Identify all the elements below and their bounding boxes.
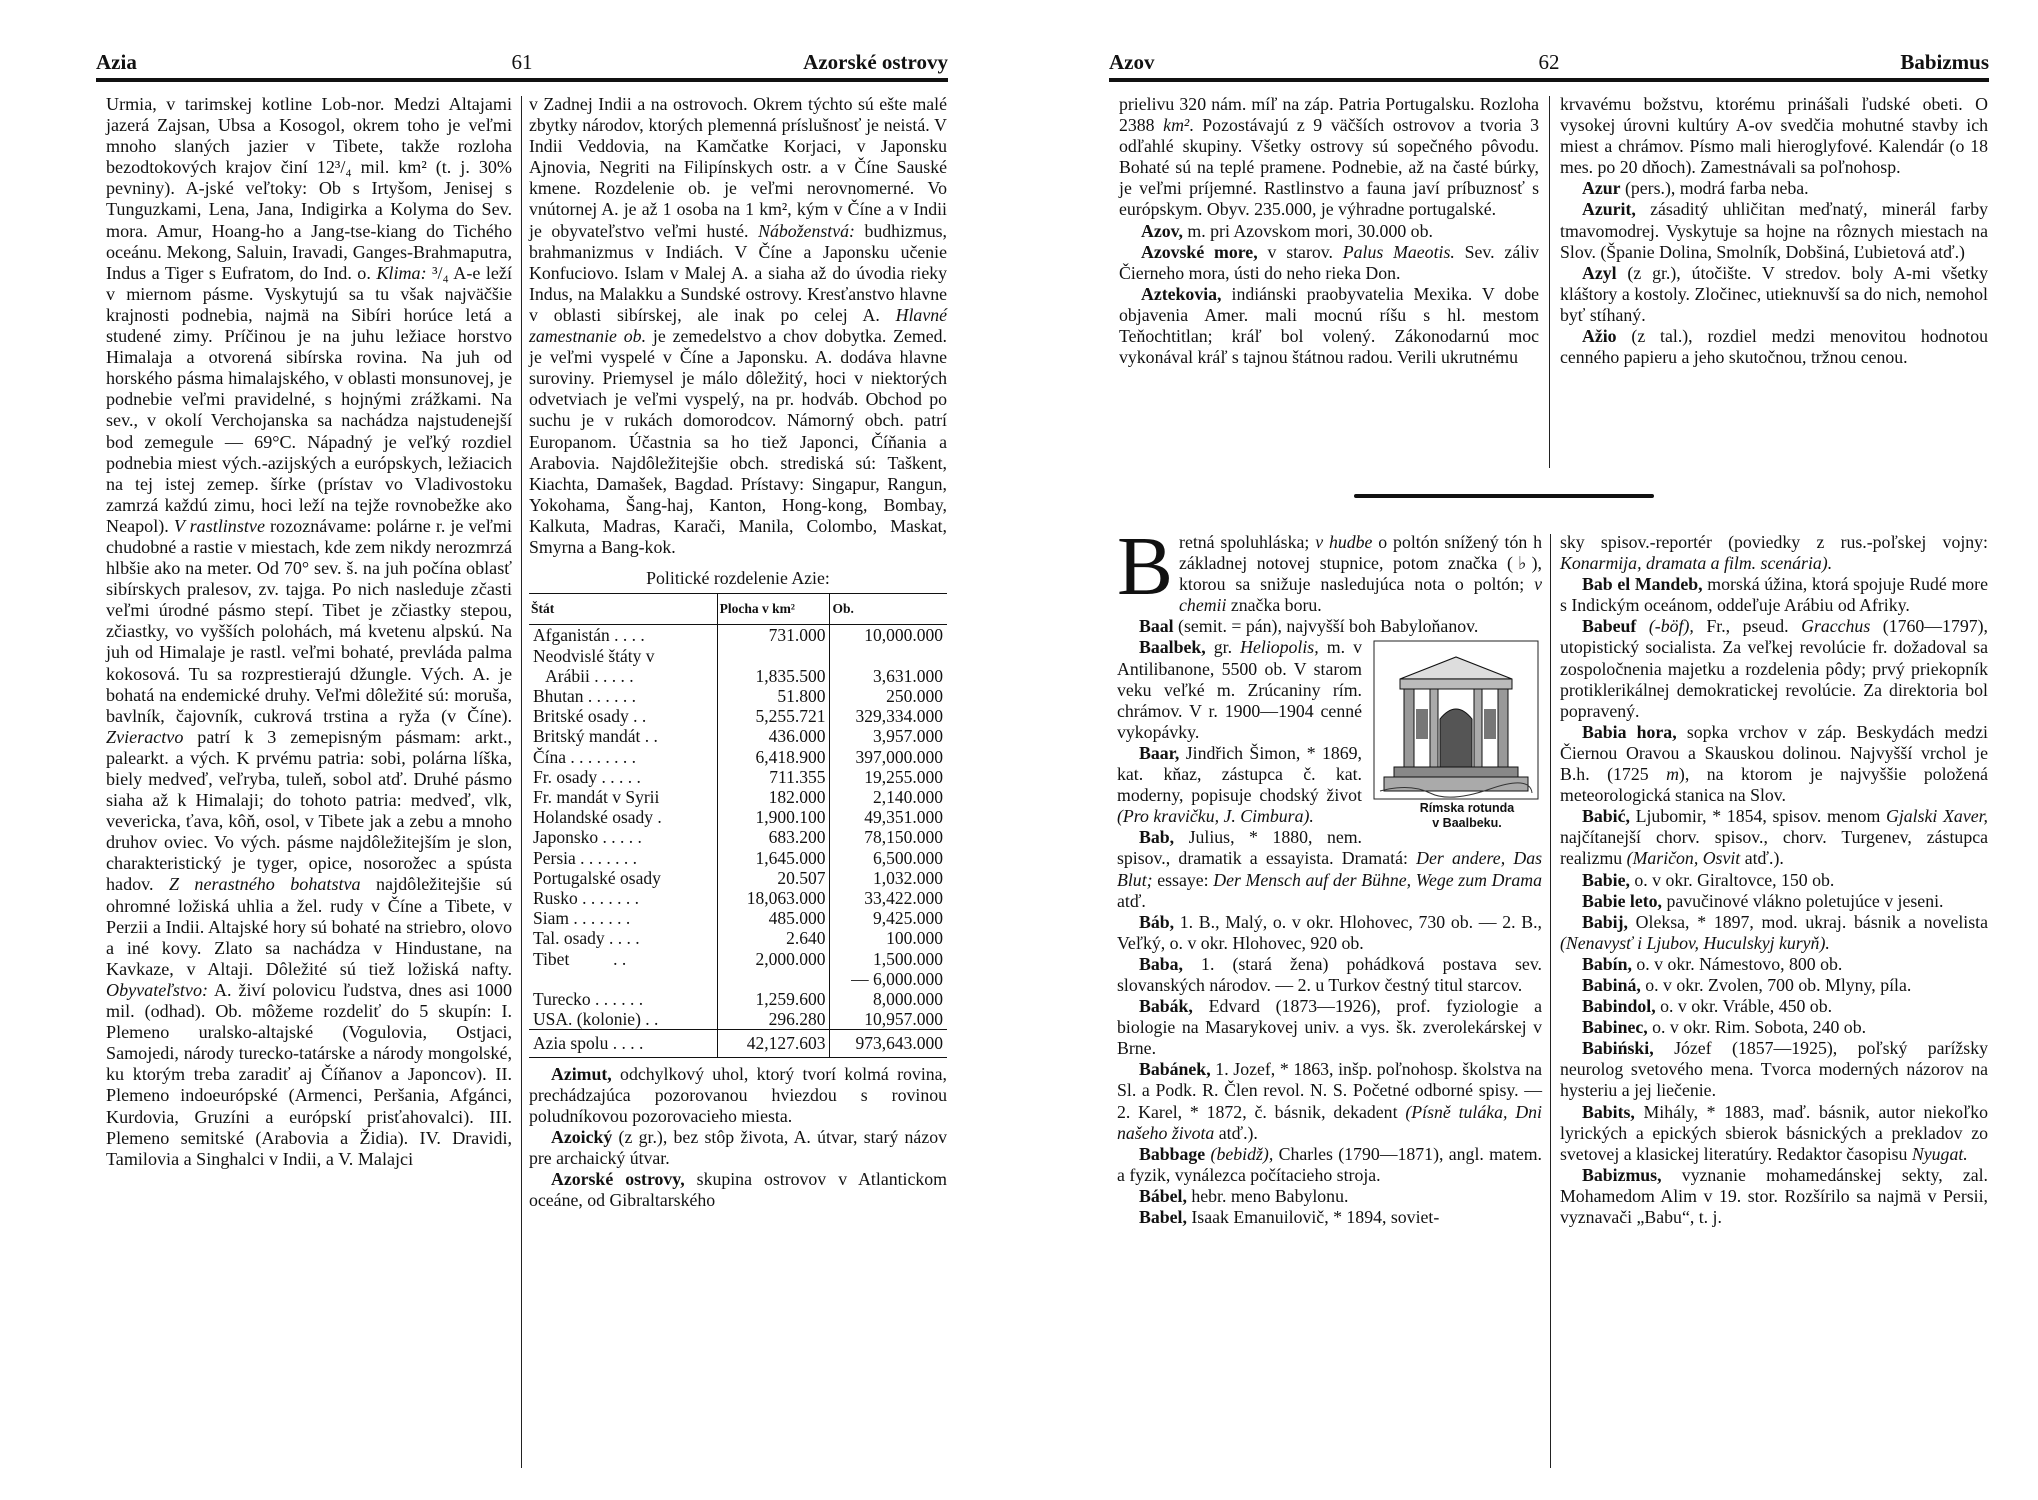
entry-paragraph	[1560, 806, 1988, 869]
header-entry-start: Azov	[1109, 50, 1155, 74]
table-cell-population	[830, 646, 947, 666]
page-number: 62	[1538, 50, 1560, 74]
table-cell-state: Britské osady . .	[533, 706, 647, 727]
entry-headword: Babeuf	[1582, 616, 1637, 637]
table-cell-area: 711.355	[717, 767, 830, 787]
italic-text: Gjalski Xaver,	[1886, 806, 1988, 827]
right-top-column-1	[1119, 94, 1539, 368]
entry-headword: Baalbek,	[1139, 637, 1206, 658]
italic-text: Gracchus	[1801, 616, 1871, 637]
entry-paragraph	[1560, 1038, 1988, 1101]
table-row	[529, 706, 947, 726]
table-row	[529, 989, 947, 1009]
text-run: Sev. záliv Čierneho mora, ústi do neho rieka Don.	[1119, 241, 1539, 283]
text-run: (semit. = pán), najvyšší boh Babyloňanov.	[1173, 616, 1479, 637]
text-run: (z tal.), rozdiel medzi menovitou hodnotou cenného papieru a jeho skutočnou, tržnou cenou.	[1560, 326, 1988, 368]
table-row	[529, 686, 947, 706]
text-run	[1636, 616, 1649, 636]
entry-paragraph	[1117, 954, 1542, 996]
text-run: Julius, * 1880, nem. spisov., dramatik a essayista. Dramatá:	[1117, 827, 1417, 869]
left-page	[0, 0, 1000, 1500]
table-cell-state: Rusko . . . . . . .	[533, 888, 639, 908]
table-cell-area: 1,259.600	[717, 989, 830, 1009]
italic-text: Náboženstvá:	[758, 220, 855, 241]
entry-paragraph	[1117, 616, 1542, 637]
right-bottom-column-2	[1560, 532, 1988, 1228]
table-cell-population: 10,000.000	[830, 625, 947, 646]
left-column-2	[529, 94, 947, 1211]
table-cell-area: 2,000.000	[717, 949, 830, 969]
page-number: 61	[511, 50, 533, 74]
text-run: sky spisov.-reportér (poviedky z rus.-poľskej vojny:	[1560, 532, 1988, 552]
table-cell-area: 5,255.721	[717, 706, 830, 726]
table-row	[529, 646, 947, 666]
text-run: je zemedelstvo a chov dobytka. Zemed. je veľmi vyspelé v Číne a Japonsku. A. dodáva hlavne suroviny. Priemysel je málo dôležitý, hoci v niektorých odvetviach je veľmi vyspelý, na pr. hodváb. Obchod po suchu je v rukách domorodcov. Námorný obch. patrí Europanom. Účastnia sa ho tiež Japonci, Číňania a Arabovia. Najdôležitejšie obch. strediská sú: Taškent, Kiachta, Damašek, Bagdad. Prístavy: Singapur, Rangun, Yokohama, Šang-haj, Kanton, Hong-kong, Bombay, Kalkuta, Madras, Karači, Manila, Colombo, Maskat, Smyrna a Bang-kok.	[529, 326, 947, 557]
table-cell-area: 2.640	[717, 928, 830, 948]
right-bottom-column-1	[1117, 520, 1543, 1228]
entry-paragraph	[1117, 1059, 1542, 1143]
entry-paragraph	[1117, 1144, 1542, 1186]
header-rule	[96, 78, 948, 82]
table-row	[529, 848, 947, 868]
table-caption: Politické rozdelenie Azie:	[646, 568, 830, 589]
text-run: (z gr.), bez stôp života, A. útvar, starý názov pre archaický útvar.	[529, 1126, 947, 1168]
text-run: Urmia, v tarimskej kotline Lob-nor. Medzi Altajami jazerá Zajsan, Ubsa a Kosogol, okrem toho je veľmi mnoho slaných jazier v Tibete, takže rozloha bezodtokových krajov činí 12³/₄ mil. km² (t. j. 30% pevniny). A-jské veľtoky: Ob s Irtyšom, Jenisej s Tunguzkami, Lena, Jana, Indigirka a Kolyma do Sev. mora. Amur, Hoang-ho a Jang-tse-kiang do Tichého oceánu. Mekong, Saluin, Iravadi, Ganges-Brahmaputra, Indus a Tiger s Eufratom, do Ind. o.	[106, 94, 512, 283]
entry-paragraph	[529, 1169, 947, 1211]
text-run: patrí k 3 zemepisným pásmam: arkt., palearkt. a vých. K prvému patria: sobi, polárna líška, biely medveď, veľryba, tuleň, sobol atď. Druhé pásmo siaha až k Himalaji; do tohoto patria: medveď, vlk, vevericka, ťava, kôň, osol, v Tibete jak a zebu a mnoho druhov oviec. Vo vých. pásme najdôležitejším je slon, charakteristický je tyger, opice, nosorožec a spústa hadov.	[106, 726, 512, 895]
entry-paragraph	[1560, 1165, 1988, 1228]
table-cell-population: 10,957.000	[830, 1009, 947, 1030]
text-run: o. v okr. Vráble, 450 ob.	[1655, 996, 1833, 1017]
text-run: o. v okr. Rim. Sobota, 240 ob.	[1647, 1017, 1867, 1038]
entry-headword: Babánek,	[1139, 1059, 1211, 1080]
entry-paragraph	[1117, 827, 1542, 911]
left-column-1	[106, 94, 512, 1170]
table-row	[529, 666, 947, 686]
entry-headword: Babić,	[1582, 806, 1630, 827]
right-page	[1019, 0, 2038, 1500]
table-cell-area: 182.000	[717, 787, 830, 807]
text-run: pavučinové vlákno poletujúce v jeseni.	[1662, 890, 1944, 911]
entry-paragraph	[1560, 954, 1988, 975]
text-run: ³/₄ A-e leží v miernom pásme. Vyskytujú sa tu však najväčšie krajnosti podnebia, najmä na Sibíri horúce letá a studené zimy. Príčinou je na juhu ležiace horstvo Himalaja a otvorená sibírska rovina. Na juh od horského pásma himalajského, v oblasti monsunovej, je podnebie veľmi pravidelné, s hojnými zrážkami. Na sev., v okolí Verchojanska sa nachádza najstudenejší bod zemegule — 69°C. Nápadný je veľký rozdiel podnebia miest vých.-azijských a európskych, ležiacich na tej istej zemep. šírke (prístav vo Vladivostoku zamrzá každú zimu, hoci leží na tejže rovnobežke ako Neapol).	[106, 262, 512, 536]
text-run: atď.	[1117, 890, 1146, 911]
entry-headword: Babindol,	[1582, 996, 1656, 1017]
entry-headword: Bab,	[1139, 827, 1175, 848]
text-run: Fr., pseud.	[1693, 616, 1802, 637]
table-cell-area	[717, 969, 830, 989]
table-cell-population: 1,500.000	[830, 949, 947, 969]
header-entry-end: Babizmus	[1900, 50, 1989, 74]
rotunda-figure	[1370, 639, 1542, 831]
table-cell-state: Čína . . . . . . . .	[533, 746, 637, 767]
text-run: . Pozostávajú z 9 väčších ostrovov a tvoria 3 odľahlé skupiny. Všetky ostrovy sú sopečného pôvodu. Bohaté sú na teplé pramene. Podnebie, až na časté búrky, je veľmi príjemné. Rastlinstvo a fauna javí príbuznosť s európskym. Obyv. 235.000, je výhradne portugalské.	[1119, 115, 1540, 220]
text-run: essaye:	[1152, 869, 1214, 890]
text-run: v starov.	[1257, 241, 1343, 262]
text-run: m. v Antilibanone, 5500 ob. V starom veku veľké m. Zrúcaniny rím. chrámov. V r. 1900—1904 cenné vykopávky.	[1117, 637, 1362, 742]
text-run: Charles (1790—1871), angl. matem. a fyzik, vynálezca počítacieho stroja.	[1117, 1143, 1542, 1185]
table-row	[529, 827, 947, 847]
text-run: rozoznávame: polárne r. je veľmi chudobné a rastie v miestach, kde zem nikdy nerozmrzá hlbšie ako na meter. Od 70° sev. š. na juh počína oblasť sibírskych pralesov, zv. tajga. Po nich nasleduje zčasti veľmi úrodné pásmo stepí. Tibet je zčiastky stepou, zčiastky, vo vyšších polohách, má kvetenu alpskú. Na juh od Himalaje je rastl. veľmi bohaté, prevláda palma kokosová. Tu sa rozprestierajú džungle. Vých. A. je bohatá na endemické druhy. Veľmi dôležité sú: moruša, bavlník, čajovník, cukrová trstina a ryža (v Číne).	[106, 515, 513, 726]
entry-headword: Babín,	[1582, 953, 1632, 974]
table-cell-area	[717, 646, 830, 666]
entry-headword: Baba,	[1139, 953, 1183, 974]
entry-paragraph	[1117, 1186, 1542, 1207]
text-run: značka boru.	[1226, 595, 1322, 616]
drop-cap-letter: B	[1117, 520, 1174, 613]
entry-headword: Aztekovia,	[1141, 283, 1222, 304]
text-run: o. v okr. Námestovo, 800 ob.	[1631, 953, 1843, 974]
entry-headword: Azurit,	[1582, 199, 1636, 220]
entry-headword: Babij,	[1582, 911, 1628, 932]
italic-text: Konarmija, dramata a film. scenária).	[1560, 553, 1833, 574]
text-run: atď.).	[1214, 1122, 1258, 1143]
entries-block	[529, 1064, 947, 1212]
text-run: 1. B., Malý, o. v okr. Hlohovec, 730 ob. — 2. B., Veľký, o. v okr. Hlohovec, 920 ob.	[1117, 911, 1542, 953]
entry-headword: Azov,	[1141, 220, 1183, 241]
entry-paragraph	[1560, 178, 1988, 199]
entry-headword: Azimut,	[551, 1063, 612, 1084]
text-run: Edvard (1873—1926), prof. fyziologie a biologie na Masarykovej univ. a vys. šk. zverolekárskej v Brne.	[1117, 996, 1542, 1059]
table-cell-state: Portugalské osady	[533, 867, 661, 888]
text-run: sopka vrchov v záp. Beskydách medzi Čiernou Oravou a Skauskou dolinou. Najvyšší vrchol je B.h. (1725	[1560, 721, 1988, 785]
italic-text: (Nenavysť i Ljubov, Huculskyj kuryň).	[1560, 932, 1830, 953]
table-total-row	[529, 1030, 947, 1057]
text-run: skupina ostrovov v Atlantickom oceáne, od Gibraltarského	[529, 1169, 947, 1211]
italic-text: (Pro kravičku, J. Cimbura).	[1117, 806, 1314, 827]
entry-paragraph	[1560, 94, 1988, 178]
table-cell-population: 250.000	[830, 686, 947, 706]
text-run: retná spoluhláska;	[1179, 532, 1316, 552]
table-cell-state: Siam . . . . . . .	[533, 908, 631, 929]
text-run: o poltón snížený tón h základnej notovej stupnice, potom značka (♭), ktorou sa snižuje nasledujúca nota o poltón;	[1179, 532, 1543, 595]
table-row	[529, 726, 947, 746]
table-header-state: Štát	[529, 594, 717, 625]
asia-article-text	[106, 94, 512, 1170]
text-run: indiánski praobyvatelia Mexika. V dobe objavenia Amer. mali mocnú ríšu s hl. mestom Teňochtitlan; kráľ bol volený. Zákonodarnú moc vykonával kráľ s tajnou štátnou radou. Verili ukrutnému	[1119, 283, 1539, 368]
text-run: najčítanejší chorv. spisov., chorv. Turgenev, zástupca realizmu	[1560, 827, 1988, 869]
entry-headword: Azyl	[1582, 262, 1617, 283]
text-run: najdôležitejšie sú ohromné ložiská uhlia a žel. rudy v Číne a Tibete, v Perzii a Indii. Altajské hory sú bohaté na striebro, olovo a iné kovy. Zlato sa nachádza v Hindustane, na Kavkaze, v Altaji. Dôležité sú tiež ložiská nafty.	[106, 874, 512, 979]
table-cell-area: 485.000	[717, 908, 830, 928]
text-run: 1. (stará žena) pohádková postava sev. slovanských národov. — 2. u Turkov čestný titul starcov.	[1117, 953, 1542, 995]
table-row	[529, 807, 947, 827]
table-header-population: Ob.	[830, 594, 947, 625]
table-cell-state: Britský mandát . .	[533, 726, 658, 747]
table-cell-population: 33,422.000	[830, 888, 947, 908]
italic-text: Palus Maeotis.	[1342, 241, 1455, 262]
table-cell-state: Afganistán . . . .	[533, 625, 645, 646]
entry-headword: Baar,	[1139, 742, 1180, 763]
entry-paragraph	[1560, 912, 1988, 954]
table-cell-population: 2,140.000	[830, 787, 947, 807]
italic-text: Z nerastného bohatstva	[168, 874, 361, 895]
table-total-population: 973,643.000	[830, 1030, 947, 1057]
text-run: vyznanie mohamedánskej sekty, zal. Mohamedom Alim v 19. stor. Rozšírilo sa najmä v Persii, vyznavači „Babu“, t. j.	[1560, 1164, 1988, 1227]
text-run: o. v okr. Giraltovce, 150 ob.	[1629, 869, 1835, 890]
right-page-header	[1109, 50, 1989, 78]
entry-headword: Azoický	[551, 1126, 613, 1147]
text-run: zásaditý uhličitan meďnatý, minerál farby tmavomodrej. Vyskytuje sa hojne na rôznych miestach na Slov. (Španie Dolina, Smolník, Dobšiná, Ľubietová atď.)	[1560, 199, 1988, 262]
text-run: m. pri Azovskom mori, 30.000 ob.	[1182, 220, 1433, 241]
table-cell-area: 436.000	[717, 726, 830, 746]
table-cell-population: — 6,000.000	[830, 969, 947, 989]
table-cell-population: 1,032.000	[830, 868, 947, 888]
table-cell-state: Holandské osady .	[533, 807, 662, 828]
table-row	[529, 868, 947, 888]
table-cell-population: 329,334.000	[830, 706, 947, 726]
header-rule	[1109, 78, 1989, 82]
table-cell-population: 6,500.000	[830, 848, 947, 868]
table-row	[529, 787, 947, 807]
table-cell-state: Neodvislé štáty v	[533, 645, 655, 666]
table-cell-population: 49,351.000	[830, 807, 947, 827]
text-run: 1. Jozef, * 1863, inšp. poľnohosp. školstva na Sl. a Podk. R. Člen revol. N. S. Početné odborné spisy. — 2. Karel, * 1872, č. básnik, dekadent	[1117, 1059, 1542, 1122]
table-cell-state: Tibet . .	[533, 948, 627, 969]
text-run: hebr. meno Babylonu.	[1186, 1185, 1349, 1206]
entry-headword: Babinec,	[1582, 1017, 1648, 1038]
table-row	[529, 888, 947, 908]
entry-paragraph	[1117, 912, 1542, 954]
entry-headword: Azovské more,	[1141, 241, 1258, 262]
entry-paragraph	[1117, 1207, 1542, 1228]
column-divider	[521, 96, 522, 1468]
table-header-area: Plocha v km²	[717, 594, 830, 625]
table-cell-population: 9,425.000	[830, 908, 947, 928]
entry-headword: Babia hora,	[1582, 721, 1677, 742]
table-cell-state: Bhutan . . . . . .	[533, 685, 637, 706]
table-cell-area: 683.200	[717, 827, 830, 847]
table-total-label: Azia spolu . . . .	[529, 1030, 717, 1057]
political-division-table	[529, 593, 947, 1057]
entry-headword: Babie leto,	[1582, 890, 1663, 911]
right-top-column-2	[1560, 94, 1988, 368]
table-cell-population: 3,631.000	[830, 666, 947, 686]
table-cell-state: USA. (kolonie) . .	[533, 1009, 659, 1030]
entry-paragraph	[1117, 996, 1542, 1059]
text-run: Józef (1857—1925), poľský parížsky neurolog svetového mena. Tvorca moderných názorov na hysteriu a jej liečenie.	[1560, 1038, 1988, 1101]
entry-paragraph	[1119, 221, 1539, 242]
text-run: v Zadnej Indii a na ostrovoch. Okrem týchto sú ešte malé zbytky národov, ktorých plemenná príslušnosť je neistá. V Indii Veddovia, na Kamčatke Korjaci, v Japonsku Ajnovia, Negriti na Filipínskych ostr. a v Číne Sauské kmene. Rozdelenie ob. je veľmi nerovnomerné. Vo vnútornej A. je až 1 osoba na 1 km², kým v Číne a v Indii je obyvateľstvo veľmi husté.	[529, 94, 947, 241]
entry-headword: Báb,	[1139, 911, 1175, 932]
italic-text: v hudbe	[1315, 532, 1373, 552]
entry-paragraph	[1119, 242, 1539, 284]
table-cell-area: 731.000	[717, 625, 830, 646]
text-run: A. živí polovicu ľudstva, dnes asi 1000 mil. (odhad). Ob. môžeme rozdeliť do 5 skupín: I. Plemeno uralsko-altajské (Vogulovia, Ostjaci, Samojedi, národy turecko-tatárske a národy mongolské, ku ktorým treba zaradiť aj Číňanov a Japoncov). II. Plemeno indoeurópské (Armenci, Peršania, Afgánci, Kurdovia, Gruzíni a európskí prisťahovalci). III. Plemeno semitské (Arabovia a Židia). IV. Dravidi, Tamilovia a Singhalci v Indii, a V. Malajci	[106, 979, 512, 1169]
entry-paragraph	[1560, 1017, 1988, 1038]
entry-paragraph	[1560, 870, 1988, 891]
entry-paragraph	[1560, 616, 1988, 721]
table-cell-area: 296.280	[717, 1009, 830, 1030]
entries-block	[1117, 616, 1542, 1228]
entry-paragraph	[1560, 532, 1988, 574]
table-cell-state: Arábii . . . . .	[533, 665, 634, 686]
table-cell-state: Japonsko . . . . .	[533, 827, 642, 848]
table-cell-state: Tal. osady . . . .	[533, 928, 640, 949]
letter-b-intro	[1117, 520, 1543, 616]
text-run: krvavému božstvu, ktorému prinášali ľudské obeti. O vysokej úrovni kultúry A-ov svedčia mohutné stavby ich miest a chrámov. Písmo mali hieroglyfové. Kalendár (o 18 mes. po 20 dňoch). Zamestnávali sa poľnohosp.	[1560, 94, 1988, 178]
entry-headword: Babák,	[1139, 996, 1193, 1017]
entry-headword: Ažio	[1582, 326, 1617, 347]
text-run: budhizmus, brahmanizmus v Indiách. V Číne a Japonsku učenie Konfuciovo. Islam v Malej A. a siaha až do úvodia rieky Indus, na Malakku a Sundské ostrovy. Kresťanstvo hlavne v oblasti sibírskej, ale inak po celej A.	[529, 220, 947, 325]
entry-headword: Azur	[1582, 178, 1621, 199]
figure-caption: Rímska rotunda	[1419, 801, 1515, 816]
table-cell-population: 100.000	[830, 928, 947, 948]
text-run: o. v okr. Zvolen, 700 ob. Mlyny, píla.	[1640, 974, 1912, 995]
entry-paragraph	[1560, 891, 1988, 912]
italic-text: V rastlinstve	[173, 515, 265, 536]
text-run: (z gr.), útočište. V stredov. boly A-mi všetky kláštory a kostoly. Zločinec, utieknuvší sa do nich, nemohol byť stíhaný.	[1560, 262, 1988, 325]
text-run: Ljubomir, * 1854, spisov. menom	[1629, 806, 1886, 827]
italic-text: Obyvateľstvo:	[106, 979, 209, 1000]
text-run: morská úžina, ktorá spojuje Rudé more s Indickým oceánom, oddeľuje Arábiu od Afriky.	[1560, 574, 1988, 616]
entry-headword: Babie,	[1582, 869, 1630, 890]
entry-headword: Babiná,	[1582, 974, 1641, 995]
entry-paragraph	[1560, 722, 1988, 806]
table-row	[529, 928, 947, 948]
entry-paragraph	[529, 1127, 947, 1169]
entry-headword: Babbage	[1139, 1143, 1206, 1164]
italic-text: Heliopolis,	[1240, 637, 1319, 658]
left-page-header	[96, 50, 948, 78]
italic-text: m	[1666, 764, 1679, 785]
entry-paragraph	[1560, 975, 1988, 996]
italic-text: km²	[1163, 115, 1190, 136]
entry-headword: Baal	[1139, 616, 1174, 637]
entry-paragraph	[1560, 263, 1988, 326]
table-cell-state	[529, 969, 717, 989]
text-run: atď.).	[1740, 848, 1784, 869]
text-run: (pers.), modrá farba neba.	[1620, 178, 1809, 199]
italic-text: (-böf),	[1648, 616, 1694, 637]
entry-paragraph	[1560, 574, 1988, 616]
entry-headword: Azorské ostrovy,	[551, 1169, 685, 1190]
table-cell-area: 1,645.000	[717, 848, 830, 868]
text-run: Mihály, * 1883, maď. básnik, autor niekoľko lyrických a epických sbierok básnických a prekladov zo svetovej a klasickej literatúry. Redaktor časopisu	[1560, 1101, 1988, 1164]
rotunda-illustration-icon	[1370, 639, 1542, 801]
italic-text: Der Mensch auf der Bühne, Wege zum Drama	[1213, 869, 1542, 890]
entry-paragraph	[1560, 199, 1988, 262]
column-divider	[1549, 96, 1550, 468]
entry-paragraph	[1119, 94, 1539, 221]
entry-headword: Babizmus,	[1582, 1164, 1662, 1185]
entry-paragraph	[1560, 326, 1988, 368]
table-cell-area: 18,063.000	[717, 888, 830, 908]
italic-text: Der andere, Das Blut;	[1117, 848, 1543, 890]
table-cell-population: 8,000.000	[830, 989, 947, 1009]
table-cell-population: 19,255.000	[830, 767, 947, 787]
italic-text: Hlavné zamestnanie ob.	[529, 304, 947, 347]
table-cell-area: 1,835.500	[717, 666, 830, 686]
table-cell-area: 51.800	[717, 686, 830, 706]
entry-paragraph	[1560, 996, 1988, 1017]
text-run: Jindřich Šimon, * 1869, kat. kňaz, zástupca č. kat. moderny, popisuje chodský život	[1117, 742, 1362, 806]
text-block	[529, 94, 947, 558]
column-divider	[1550, 534, 1551, 1468]
text-run: prielivu 320 nám. míľ na záp. Patria Portugalsku. Rozloha 2388	[1119, 94, 1539, 136]
italic-text: v chemii	[1179, 574, 1542, 616]
table-cell-area: 6,418.900	[717, 747, 830, 767]
table-cell-population: 3,957.000	[830, 726, 947, 746]
table-row	[529, 949, 947, 969]
table-cell-state: Fr. osady . . . . .	[533, 766, 641, 787]
table-cell-state: Fr. mandát v Syrii	[533, 786, 660, 807]
text-run: (1760—1797), utopistický socialista. Za veľkej revolúcie fr. dožadoval sa zospoločnenia majetku a rozdelenia pôdy; prvý priekopník protiklerikálnej demokratickej revolúcie. Za direktoria bol popravený.	[1560, 616, 1988, 721]
table-cell-population: 397,000.000	[830, 747, 947, 767]
table-row	[529, 625, 947, 646]
text-run: gr.	[1205, 637, 1241, 658]
italic-text: Nyugat.	[1911, 1143, 1968, 1164]
table-row	[529, 1009, 947, 1030]
text-run: Isaak Emanuilovič, * 1894, soviet-	[1186, 1207, 1440, 1227]
header-entry-start: Azia	[96, 50, 137, 74]
text-run: Oleksa, * 1897, mod. ukraj. básnik a novelista	[1627, 911, 1988, 932]
table-row	[529, 767, 947, 787]
entry-headword: Babiński,	[1582, 1038, 1654, 1059]
entry-headword: Bábel,	[1139, 1185, 1187, 1206]
italic-text: (Písně tuláka, Dni našeho života	[1117, 1101, 1542, 1143]
italic-text: Klima:	[376, 262, 427, 283]
entry-headword: Babits,	[1582, 1101, 1635, 1122]
table-cell-state: Persia . . . . . . .	[533, 847, 638, 868]
text-run: odchylkový uhol, ktorý tvorí kolmá rovina, prechádzajúca pozorovanou hviezdou s rovinou poludníkovou pozorovacieho miesta.	[529, 1063, 947, 1126]
entry-headword: Bab el Mandeb,	[1582, 574, 1703, 595]
italic-text: Zvieractvo	[106, 726, 184, 747]
entry-paragraph	[1560, 1102, 1988, 1165]
table-cell-area: 20.507	[717, 868, 830, 888]
table-total-area: 42,127.603	[717, 1030, 830, 1057]
table-cell-state: Turecko . . . . . .	[533, 989, 644, 1010]
entry-paragraph	[529, 1064, 947, 1127]
table-cell-area: 1,900.100	[717, 807, 830, 827]
table-cell-population: 78,150.000	[830, 827, 947, 847]
table-row	[529, 969, 947, 989]
section-separator	[1354, 494, 1654, 498]
table-row	[529, 908, 947, 928]
italic-text: (bebidž),	[1210, 1143, 1274, 1164]
header-entry-end: Azorské ostrovy	[803, 50, 948, 74]
table-row	[529, 747, 947, 767]
entry-paragraph	[1119, 284, 1539, 368]
italic-text: (Maričon, Osvit	[1626, 848, 1741, 869]
entry-headword: Babel,	[1139, 1207, 1187, 1227]
text-run: ), na ktorom je najvyššie položená meteorologická stanica na Slov.	[1560, 764, 1988, 806]
figure-caption: v Baalbeku.	[1432, 816, 1502, 831]
